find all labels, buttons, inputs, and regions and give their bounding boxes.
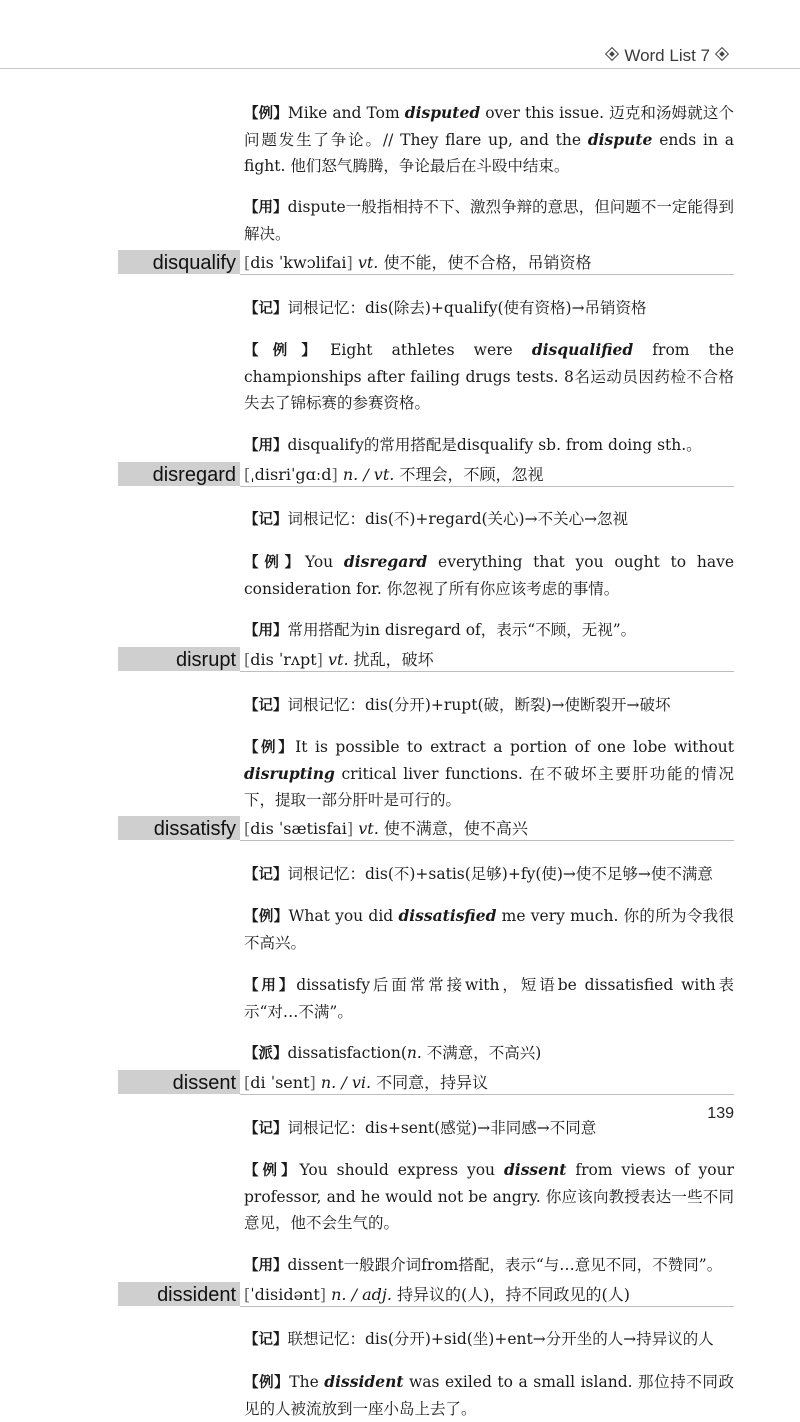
example-paragraph: 【例】The dissident was exiled to a small island. 那位持不同政见的人被流放到一座小岛上去了。 — [244, 1371, 735, 1418]
entry-head — [0, 1281, 800, 1311]
entry-dispute-continuation — [0, 100, 800, 248]
headword: disrupt — [175, 649, 236, 671]
memory-paragraph: 【记】词根记忆：dis+sent(感觉)→非同感→不同意 — [244, 1118, 597, 1137]
example-paragraph: 【例】You disregard everything that you ought to have consideration for. 你忽视了所有你应该考虑的事情。 — [244, 551, 734, 598]
entry-disrupt — [0, 646, 800, 813]
entry-dissent — [0, 1069, 800, 1279]
dictionary-content — [0, 84, 800, 1422]
entry-head — [0, 461, 800, 491]
pronunciation-definition: [dis ˈkwɔlifai] vt. 使不能，使不合格，吊销资格 — [244, 253, 592, 272]
entry-dissatisfy — [0, 815, 800, 1067]
word-list-title: Word List 7 — [600, 46, 734, 66]
entry-head — [0, 249, 800, 279]
example-paragraph: 【例】Mike and Tom disputed over this issue. 迈克和汤姆就这个问题发生了争论。// They flare up, and the dispute ends in a fight. 他们怒气腾腾，争论最后在斗殴中结束。 — [244, 102, 734, 175]
memory-paragraph: 【记】词根记忆：dis(不)+satis(足够)+fy(使)→使不足够→使不满意 — [244, 864, 713, 883]
diamond-icon — [715, 47, 729, 61]
header-rule — [0, 68, 800, 69]
usage-paragraph: 【用】常用搭配为in disregard of，表示“不顾，无视”。 — [244, 621, 637, 639]
entry-head — [0, 646, 800, 676]
headword: disregard — [152, 463, 236, 486]
usage-paragraph: 【用】dispute一般指相持不下、激烈争辩的意思，但问题不一定能得到解决。 — [244, 198, 734, 243]
example-paragraph: 【例】It is possible to extract a portion of one lobe without disrupting critical liver functions. 在不破坏主要肝功能的情况下，提取一部分肝叶是可行的。 — [244, 738, 735, 809]
usage-paragraph: 【用】dissatisfy后面常常接with，短语be dissatisfied with表示“对…不满”。 — [244, 975, 734, 1021]
pronunciation-definition: [ˈdisidənt] n. / adj. 持异议的(人)，持不同政见的(人) — [244, 1284, 630, 1304]
diamond-icon — [605, 47, 619, 61]
pronunciation-definition: [di ˈsent] n. / vi. 不同意，持异议 — [244, 1073, 489, 1092]
headword: dissent — [172, 1072, 236, 1094]
derivative-paragraph: 【派】dissatisfaction(n. 不满意，不高兴) — [244, 1044, 542, 1062]
example-paragraph: 【例】You should express you dissent from views of your professor, and he would not be angry. 你应该向教授表达一些不同意见，他不会生气的。 — [244, 1160, 735, 1232]
entry-disregard — [0, 461, 800, 645]
example-paragraph: 【例】What you did dissatisfied me very much. 你的所为令我很不高兴。 — [244, 906, 734, 952]
page-number: 139 — [707, 1105, 734, 1122]
memory-paragraph: 【记】词根记忆：dis(除去)+qualify(使有资格)→吊销资格 — [244, 298, 647, 317]
entry-disqualify — [0, 249, 800, 459]
pronunciation-definition: [ˌdisriˈgɑːd] n. / vt. 不理会，不顾，忽视 — [244, 464, 544, 484]
entry-head — [0, 815, 800, 845]
pronunciation-definition: [dis ˈsætisfai] vt. 使不满意，使不高兴 — [244, 819, 528, 838]
entry-dissident — [0, 1281, 800, 1422]
usage-paragraph: 【用】disqualify的常用搭配是disqualify sb. from doing sth.。 — [244, 435, 702, 454]
entry-head — [0, 1069, 800, 1099]
pronunciation-definition: [dis ˈrʌpt] vt. 扰乱，破坏 — [244, 650, 434, 669]
headword: dissatisfy — [153, 818, 236, 840]
headword: disqualify — [152, 252, 236, 274]
memory-paragraph: 【记】词根记忆：dis(不)+regard(关心)→不关心→忽视 — [244, 510, 629, 528]
example-paragraph: 【例】Eight athletes were disqualified from the championships after failing drugs tests. 8名运动员因药检不合格失去了锦标赛的参赛资格。 — [244, 340, 734, 412]
memory-paragraph: 【记】词根记忆：dis(分开)+rupt(破，断裂)→使断裂开→破坏 — [244, 695, 671, 714]
memory-paragraph: 【记】联想记忆：dis(分开)+sid(坐)+ent→分开坐的人→持异议的人 — [244, 1330, 714, 1348]
page-header — [0, 0, 800, 72]
usage-paragraph: 【用】dissent一般跟介词from搭配，表示“与…意见不同，不赞同”。 — [244, 1255, 723, 1274]
headword: dissident — [157, 1283, 236, 1306]
